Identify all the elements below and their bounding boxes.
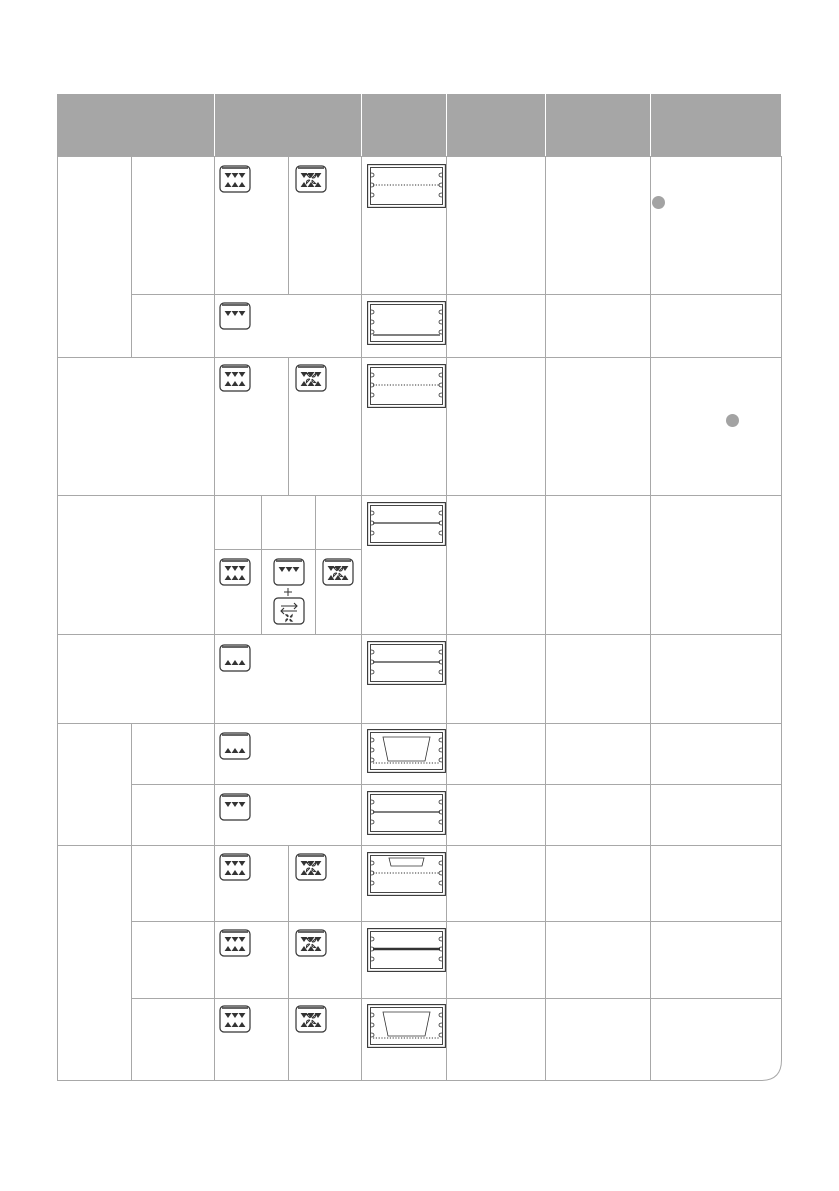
- column-separator: [288, 156, 289, 294]
- row-separator: [57, 845, 782, 846]
- header-separator: [545, 94, 546, 156]
- fan-assisted-top-bottom-icon: [295, 165, 327, 193]
- row-separator: [57, 156, 782, 157]
- bottom-heat-icon: [219, 644, 251, 672]
- table-border-bottom: [57, 1080, 761, 1081]
- row-separator: [214, 549, 361, 550]
- oven-cavity-shelf-diagram: [367, 791, 446, 835]
- column-separator: [261, 495, 262, 634]
- top-heat-icon: [219, 793, 251, 821]
- top-heat-icon: [273, 558, 305, 586]
- top-bottom-heat-icon: [219, 165, 251, 193]
- row-separator: [57, 634, 782, 635]
- header-separator: [214, 94, 215, 156]
- oven-cavity-shelf-diagram: [367, 164, 446, 208]
- row-separator: [57, 495, 782, 496]
- header-separator: [650, 94, 651, 156]
- row-separator: [57, 357, 782, 358]
- column-separator: [446, 156, 447, 1080]
- table-border-left: [57, 156, 58, 1080]
- row-separator: [57, 723, 782, 724]
- column-separator: [288, 845, 289, 1080]
- indicator-dot: [726, 414, 739, 427]
- row-separator: [131, 784, 782, 785]
- row-separator: [131, 998, 782, 999]
- fan-icon: [273, 597, 305, 625]
- top-bottom-heat-icon: [219, 1005, 251, 1033]
- fan-assisted-top-bottom-icon: [322, 558, 354, 586]
- column-separator: [288, 357, 289, 495]
- column-separator: [650, 156, 651, 1080]
- header-separator: [446, 94, 447, 156]
- oven-cavity-shelf-diagram: [367, 852, 446, 896]
- fan-assisted-top-bottom-icon: [295, 929, 327, 957]
- indicator-dot: [652, 196, 665, 209]
- top-bottom-heat-icon: [219, 853, 251, 881]
- fan-assisted-top-bottom-icon: [295, 853, 327, 881]
- top-bottom-heat-icon: [219, 364, 251, 392]
- oven-cavity-shelf-diagram: [367, 1004, 446, 1048]
- header-separator: [361, 94, 362, 156]
- oven-cavity-shelf-diagram: [367, 729, 446, 773]
- column-separator: [214, 156, 215, 1080]
- column-separator: [361, 156, 362, 1080]
- column-separator: [131, 156, 132, 357]
- table-border-right: [781, 156, 782, 1060]
- column-separator: [545, 156, 546, 1080]
- oven-cavity-shelf-diagram: [367, 364, 446, 408]
- oven-cavity-shelf-diagram: [367, 641, 446, 685]
- column-separator: [315, 495, 316, 634]
- fan-assisted-top-bottom-icon: [295, 364, 327, 392]
- plus-icon: [283, 587, 293, 597]
- table-corner: [759, 1058, 783, 1082]
- top-bottom-heat-icon: [219, 929, 251, 957]
- row-separator: [131, 294, 782, 295]
- bottom-heat-icon: [219, 732, 251, 760]
- oven-cavity-shelf-diagram: [367, 502, 446, 546]
- table-header: [57, 94, 781, 156]
- top-heat-icon: [219, 302, 251, 330]
- fan-assisted-top-bottom-icon: [295, 1005, 327, 1033]
- row-separator: [131, 921, 782, 922]
- top-bottom-heat-icon: [219, 558, 251, 586]
- oven-cavity-shelf-diagram: [367, 301, 446, 345]
- column-separator: [131, 723, 132, 1080]
- oven-cavity-shelf-diagram: [367, 928, 446, 972]
